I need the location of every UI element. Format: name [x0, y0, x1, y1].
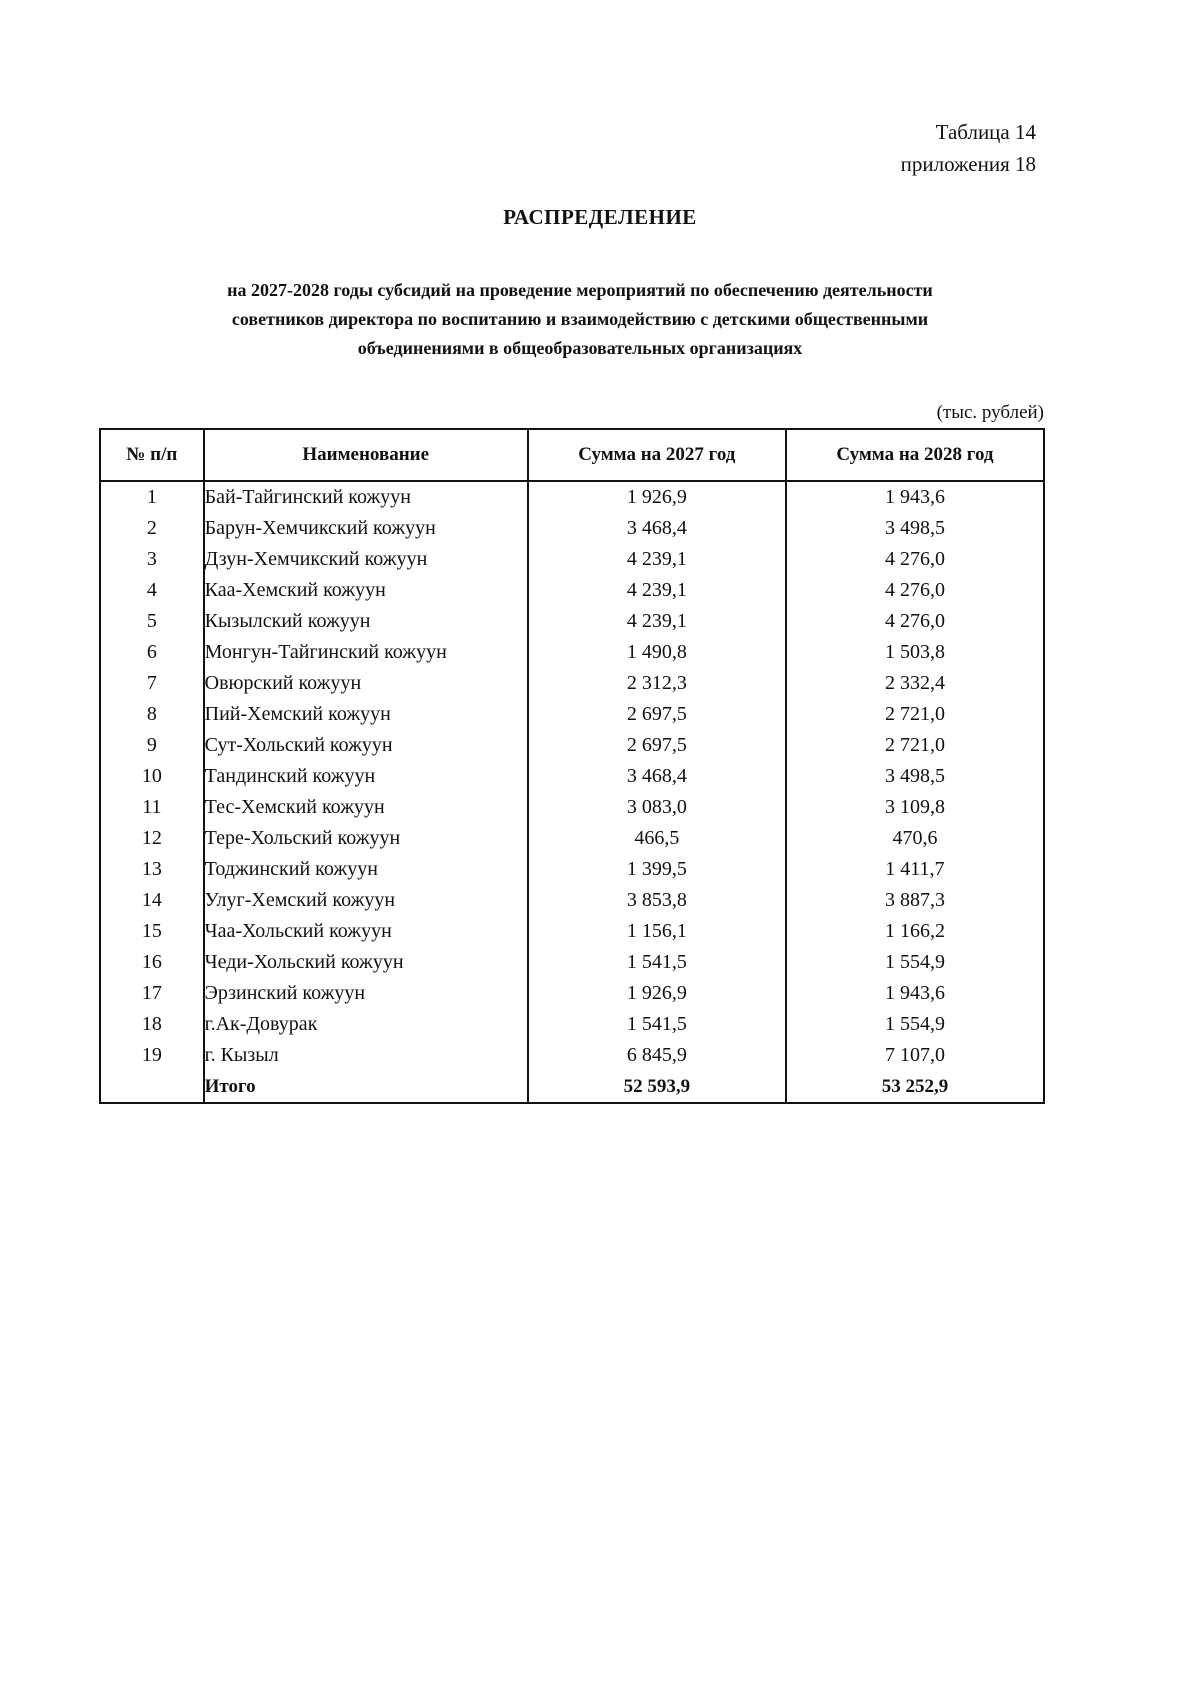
row-sum-2028: 4 276,0	[786, 575, 1044, 606]
subtitle-line: объединениями в общеобразовательных организациях	[357, 338, 803, 358]
row-sum-2027: 2 697,5	[528, 699, 786, 730]
subtitle-line: на 2027-2028 годы субсидий на проведение мероприятий по обеспечению деятельности	[227, 280, 933, 300]
row-number: 5	[100, 606, 204, 637]
table-row	[100, 823, 1044, 854]
row-sum-2027: 466,5	[528, 823, 786, 854]
row-sum-2027: 3 468,4	[528, 761, 786, 792]
subtitle-line: советников директора по воспитанию и взаимодействию с детскими общественными	[231, 309, 929, 329]
table-row	[100, 947, 1044, 978]
column-header-2028: Сумма на 2028 год	[786, 429, 1044, 481]
row-number: 4	[100, 575, 204, 606]
row-number: 6	[100, 637, 204, 668]
row-number: 17	[100, 978, 204, 1009]
table-row	[100, 854, 1044, 885]
row-name: Тандинский кожуун	[204, 761, 528, 792]
row-name: Дзун-Хемчикский кожуун	[204, 544, 528, 575]
table-row	[100, 885, 1044, 916]
table-row	[100, 637, 1044, 668]
document-subtitle	[120, 276, 1040, 363]
table-reference	[901, 116, 1036, 180]
row-sum-2028: 1 943,6	[786, 978, 1044, 1009]
row-number: 16	[100, 947, 204, 978]
row-sum-2027: 1 541,5	[528, 1009, 786, 1040]
table-row	[100, 792, 1044, 823]
row-sum-2027: 6 845,9	[528, 1040, 786, 1071]
appendix-number: приложения 18	[900, 152, 1036, 176]
row-number: 19	[100, 1040, 204, 1071]
table-row	[100, 1009, 1044, 1040]
row-number: 7	[100, 668, 204, 699]
row-sum-2028: 3 109,8	[786, 792, 1044, 823]
table-row	[100, 761, 1044, 792]
table-number: Таблица 14	[935, 120, 1036, 144]
unit-label: (тыс. рублей)	[936, 402, 1044, 423]
row-number: 1	[100, 481, 204, 513]
table-row	[100, 575, 1044, 606]
row-sum-2027: 4 239,1	[528, 606, 786, 637]
row-name: г. Кызыл	[204, 1040, 528, 1071]
row-sum-2028: 1 166,2	[786, 916, 1044, 947]
row-sum-2027: 3 853,8	[528, 885, 786, 916]
row-sum-2028: 3 498,5	[786, 761, 1044, 792]
row-sum-2028: 3 498,5	[786, 513, 1044, 544]
row-name: Чеди-Хольский кожуун	[204, 947, 528, 978]
total-row	[100, 1071, 1044, 1103]
row-name: Чаа-Хольский кожуун	[204, 916, 528, 947]
row-number: 9	[100, 730, 204, 761]
row-sum-2027: 2 697,5	[528, 730, 786, 761]
table-row	[100, 730, 1044, 761]
row-number: 8	[100, 699, 204, 730]
row-name: Монгун-Тайгинский кожуун	[204, 637, 528, 668]
row-sum-2028: 1 554,9	[786, 1009, 1044, 1040]
table-row	[100, 978, 1044, 1009]
column-header-number: № п/п	[100, 429, 204, 481]
total-sum-2027: 52 593,9	[528, 1071, 786, 1103]
table-row	[100, 544, 1044, 575]
column-header-2027: Сумма на 2027 год	[528, 429, 786, 481]
distribution-table	[99, 428, 1045, 1104]
row-name: Улуг-Хемский кожуун	[204, 885, 528, 916]
row-number: 2	[100, 513, 204, 544]
table-row	[100, 1040, 1044, 1071]
row-number: 3	[100, 544, 204, 575]
row-sum-2028: 2 332,4	[786, 668, 1044, 699]
row-sum-2028: 1 554,9	[786, 947, 1044, 978]
row-sum-2027: 1 399,5	[528, 854, 786, 885]
row-name: Барун-Хемчикский кожуун	[204, 513, 528, 544]
row-sum-2027: 3 468,4	[528, 513, 786, 544]
row-name: Овюрский кожуун	[204, 668, 528, 699]
row-sum-2027: 1 926,9	[528, 481, 786, 513]
row-name: Пий-Хемский кожуун	[204, 699, 528, 730]
row-sum-2027: 1 490,8	[528, 637, 786, 668]
row-name: Каа-Хемский кожуун	[204, 575, 528, 606]
row-number: 14	[100, 885, 204, 916]
row-sum-2028: 1 503,8	[786, 637, 1044, 668]
row-number: 18	[100, 1009, 204, 1040]
total-sum-2028: 53 252,9	[786, 1071, 1044, 1103]
column-header-name: Наименование	[204, 429, 528, 481]
row-name: Тере-Хольский кожуун	[204, 823, 528, 854]
row-number: 10	[100, 761, 204, 792]
document-title: РАСПРЕДЕЛЕНИЕ	[503, 205, 697, 229]
row-number: 13	[100, 854, 204, 885]
row-sum-2028: 3 887,3	[786, 885, 1044, 916]
row-sum-2028: 470,6	[786, 823, 1044, 854]
table-row	[100, 699, 1044, 730]
row-number: 12	[100, 823, 204, 854]
row-name: Эрзинский кожуун	[204, 978, 528, 1009]
table-body	[100, 481, 1044, 1103]
row-sum-2028: 1 943,6	[786, 481, 1044, 513]
row-name: Сут-Хольский кожуун	[204, 730, 528, 761]
table-row	[100, 513, 1044, 544]
row-name: г.Ак-Довурак	[204, 1009, 528, 1040]
row-sum-2027: 3 083,0	[528, 792, 786, 823]
row-name: Бай-Тайгинский кожуун	[204, 481, 528, 513]
row-name: Тес-Хемский кожуун	[204, 792, 528, 823]
row-sum-2028: 4 276,0	[786, 544, 1044, 575]
row-sum-2027: 1 541,5	[528, 947, 786, 978]
row-name: Кызылский кожуун	[204, 606, 528, 637]
row-sum-2028: 7 107,0	[786, 1040, 1044, 1071]
row-sum-2028: 2 721,0	[786, 699, 1044, 730]
table-row	[100, 916, 1044, 947]
total-number	[100, 1071, 204, 1103]
table-row	[100, 481, 1044, 513]
table-header-row	[100, 429, 1044, 481]
row-sum-2028: 4 276,0	[786, 606, 1044, 637]
total-label: Итого	[204, 1071, 528, 1103]
row-sum-2027: 1 156,1	[528, 916, 786, 947]
table-row	[100, 606, 1044, 637]
row-sum-2027: 2 312,3	[528, 668, 786, 699]
table-row	[100, 668, 1044, 699]
row-sum-2027: 1 926,9	[528, 978, 786, 1009]
row-name: Тоджинский кожуун	[204, 854, 528, 885]
row-number: 11	[100, 792, 204, 823]
row-sum-2027: 4 239,1	[528, 544, 786, 575]
row-sum-2028: 2 721,0	[786, 730, 1044, 761]
row-sum-2028: 1 411,7	[786, 854, 1044, 885]
row-number: 15	[100, 916, 204, 947]
row-sum-2027: 4 239,1	[528, 575, 786, 606]
